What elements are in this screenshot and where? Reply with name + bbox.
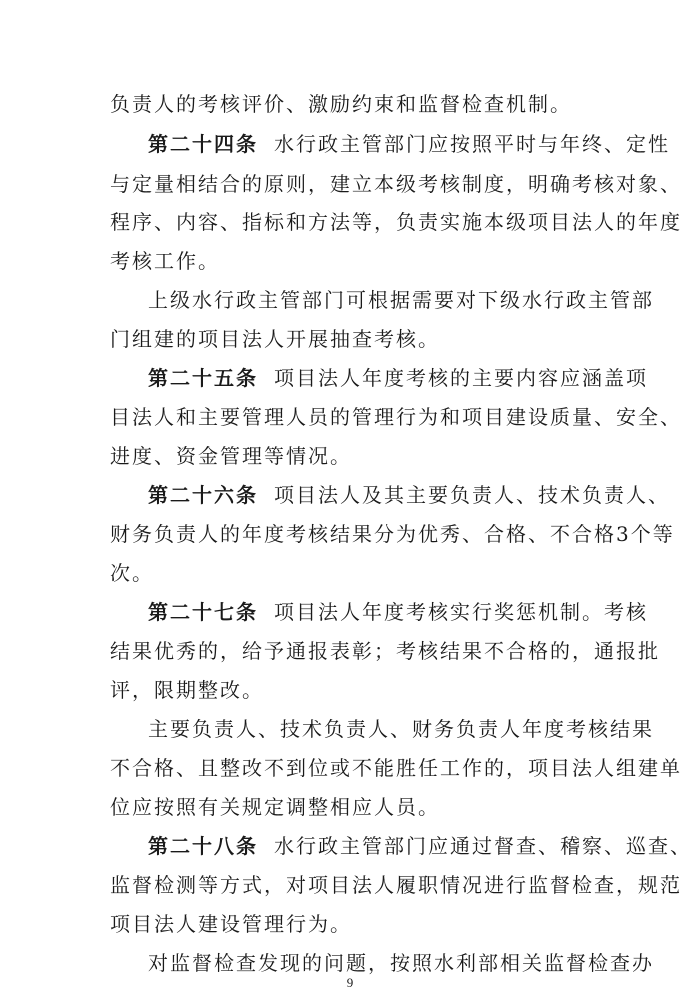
text-line: 评，限期整改。 [110, 678, 264, 702]
article-text: 水行政主管部门应按照平时与年终、定性 [274, 132, 670, 156]
text-line: 不合格、且整改不到位或不能胜任工作的，项目法人组建单 [110, 756, 682, 780]
text-line: 监督检测等方式，对项目法人履职情况进行监督检查，规范 [110, 873, 682, 897]
text-line: 项目法人建设管理行为。 [110, 912, 352, 936]
text-line: 上级水行政主管部门可根据需要对下级水行政主管部 [148, 288, 654, 312]
text-line: 位应按照有关规定调整相应人员。 [110, 795, 440, 819]
article-24-heading-line [148, 132, 670, 156]
text-line: 对监督检查发现的问题，按照水利部相关监督检查办 [148, 951, 654, 975]
text-line: 进度、资金管理等情况。 [110, 444, 352, 468]
article-label: 第二十七条 [148, 600, 258, 624]
text-line: 门组建的项目法人开展抽查考核。 [110, 327, 440, 351]
article-28-heading-line [148, 834, 692, 858]
article-label: 第二十八条 [148, 834, 258, 858]
article-text: 项目法人及其主要负责人、技术负责人、 [274, 483, 670, 507]
article-25-heading-line [148, 366, 648, 390]
text-line: 考核工作。 [110, 249, 220, 273]
text-line: 财务负责人的年度考核结果分为优秀、合格、不合格3个等 [110, 522, 675, 546]
text-line: 程序、内容、指标和方法等，负责实施本级项目法人的年度 [110, 210, 682, 234]
text-line: 负责人的考核评价、激励约束和监督检查机制。 [110, 92, 572, 116]
text-line: 目法人和主要管理人员的管理行为和项目建设质量、安全、 [110, 405, 682, 429]
text-line: 与定量相结合的原则，建立本级考核制度，明确考核对象、 [110, 172, 682, 196]
article-text: 水行政主管部门应通过督查、稽察、巡查、 [274, 834, 692, 858]
article-27-heading-line [148, 600, 648, 624]
article-label: 第二十四条 [148, 132, 258, 156]
article-text: 项目法人年度考核实行奖惩机制。考核 [274, 600, 648, 624]
text-line: 结果优秀的，给予通报表彰；考核结果不合格的，通报批 [110, 639, 660, 663]
article-label: 第二十五条 [148, 366, 258, 390]
text-line: 次。 [110, 561, 154, 585]
text-line: 主要负责人、技术负责人、财务负责人年度考核结果 [148, 717, 654, 741]
page-number: 9 [346, 975, 354, 990]
article-label: 第二十六条 [148, 483, 258, 507]
article-text: 项目法人年度考核的主要内容应涵盖项 [274, 366, 648, 390]
article-26-heading-line [148, 483, 670, 507]
